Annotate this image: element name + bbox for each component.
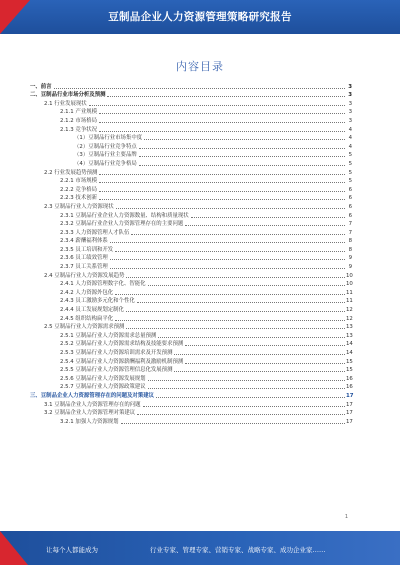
toc-entry-page: 8 bbox=[348, 246, 352, 253]
toc-entry-page: 14 bbox=[346, 341, 353, 348]
toc-entry[interactable] bbox=[30, 280, 352, 289]
toc-entry[interactable] bbox=[30, 202, 352, 211]
toc-entry-label: 2.3.6 员工绩效管理 bbox=[60, 255, 108, 262]
header-bar bbox=[0, 0, 400, 34]
toc-entry[interactable] bbox=[30, 374, 352, 383]
toc-entry[interactable] bbox=[30, 331, 352, 340]
toc-entry[interactable] bbox=[30, 91, 352, 100]
toc-entry[interactable] bbox=[30, 400, 352, 409]
toc-entry[interactable] bbox=[30, 185, 352, 194]
toc-entry-label: 2.1.2 市场格局 bbox=[60, 117, 97, 124]
toc-leader-dots bbox=[115, 320, 345, 321]
toc-entry-page: 4 bbox=[348, 126, 352, 133]
toc-entry-label: 2.3.7 员工关系管理 bbox=[60, 264, 108, 271]
toc-entry[interactable] bbox=[30, 142, 352, 151]
toc-leader-dots bbox=[148, 285, 345, 286]
toc-leader-dots bbox=[126, 328, 345, 329]
toc-entry-label: 2.3.1 豆制品行业企业人力资源数量、结构和质量现状 bbox=[60, 212, 189, 219]
toc-leader-dots bbox=[110, 242, 345, 243]
toc-entry-page: 9 bbox=[348, 264, 352, 271]
toc-entry[interactable] bbox=[30, 288, 352, 297]
toc-entry[interactable] bbox=[30, 340, 352, 349]
toc-entry[interactable] bbox=[30, 297, 352, 306]
toc-leader-dots bbox=[191, 217, 345, 218]
toc-leader-dots bbox=[185, 225, 345, 226]
toc-leader-dots bbox=[158, 337, 345, 338]
toc-leader-dots bbox=[185, 345, 345, 346]
toc-leader-dots bbox=[99, 191, 345, 192]
toc-entry-page: 11 bbox=[346, 289, 353, 296]
toc-leader-dots bbox=[139, 148, 345, 149]
toc-leader-dots bbox=[99, 122, 345, 123]
toc-entry-page: 8 bbox=[348, 238, 352, 245]
toc-leader-dots bbox=[137, 414, 345, 415]
toc-entry-label: 2.3 豆制品行业人力资源现状 bbox=[44, 203, 114, 210]
toc-entry-page: 11 bbox=[346, 298, 353, 305]
toc-entry-label: 2.1.1 产业规模 bbox=[60, 109, 97, 116]
toc-leader-dots bbox=[115, 251, 345, 252]
toc-entry[interactable] bbox=[30, 262, 352, 271]
toc-entry-page: 6 bbox=[348, 203, 352, 210]
toc-entry-page: 3 bbox=[348, 92, 352, 99]
toc-entry-page: 3 bbox=[348, 117, 352, 124]
toc-entry-label: 2.4.1 人力资源管理数字化、智能化 bbox=[60, 281, 146, 288]
toc-entry[interactable] bbox=[30, 194, 352, 203]
toc-entry[interactable] bbox=[30, 417, 352, 426]
toc-entry[interactable] bbox=[30, 211, 352, 220]
toc-entry[interactable] bbox=[30, 383, 352, 392]
toc-entry-page: 3 bbox=[348, 109, 352, 116]
toc-entry-label: 2.3.3 人力资源管理人才队伍 bbox=[60, 229, 130, 236]
table-of-contents bbox=[30, 82, 352, 426]
toc-entry[interactable] bbox=[30, 409, 352, 418]
toc-entry[interactable] bbox=[30, 271, 352, 280]
toc-entry-page: 6 bbox=[348, 212, 352, 219]
toc-entry-label: 2.4.4 员工发展规划定制化 bbox=[60, 307, 124, 314]
footer-accent-triangle bbox=[0, 531, 28, 565]
toc-entry-page: 17 bbox=[346, 410, 353, 417]
toc-entry[interactable] bbox=[30, 151, 352, 160]
toc-entry-page: 6 bbox=[348, 186, 352, 193]
toc-entry-page: 16 bbox=[346, 375, 353, 382]
toc-entry-label: 2.4.2 人力资源外包化 bbox=[60, 289, 114, 296]
toc-entry[interactable] bbox=[30, 348, 352, 357]
toc-entry-page: 17 bbox=[346, 401, 353, 408]
toc-entry-label: 2.5.7 豆制品行业人力资源政策建议 bbox=[60, 384, 146, 391]
toc-entry-page: 9 bbox=[348, 255, 352, 262]
toc-entry-page: 14 bbox=[346, 350, 353, 356]
toc-entry[interactable] bbox=[30, 314, 352, 323]
toc-leader-dots bbox=[126, 311, 345, 312]
toc-entry-page: 13 bbox=[346, 332, 353, 339]
toc-entry-label: 3.2.1 加强人力资源规划 bbox=[60, 418, 119, 425]
footer-slogan-left: 让每个人都能成为 bbox=[46, 546, 98, 554]
toc-entry-label: 2.1 行业发展现状 bbox=[44, 100, 87, 107]
toc-entry-label: （4）豆制品行业竞争格局 bbox=[74, 160, 137, 167]
toc-entry-label: 三、豆制品企业人力资源管理存在的问题及对策建议 bbox=[30, 392, 154, 399]
toc-entry[interactable] bbox=[30, 168, 352, 177]
toc-leader-dots bbox=[143, 406, 345, 407]
toc-entry-label: 2.3.5 员工培训和开发 bbox=[60, 246, 114, 253]
toc-entry-label: 2.5.3 豆制品行业人力资源培训需求及开发预测 bbox=[60, 350, 173, 356]
toc-entry-label: 2.1.3 竞争状况 bbox=[60, 126, 97, 133]
toc-leader-dots bbox=[99, 182, 345, 183]
toc-leader-dots bbox=[148, 380, 345, 381]
toc-entry-page: 4 bbox=[348, 143, 352, 150]
toc-entry-label: 3.2 豆制品企业人力资源管理对策建议 bbox=[44, 410, 136, 417]
toc-entry-page: 5 bbox=[348, 178, 352, 185]
toc-leader-dots bbox=[54, 88, 345, 89]
toc-entry-page: 4 bbox=[348, 135, 352, 142]
toc-entry-label: 2.2 行业发展趋势预测 bbox=[44, 169, 98, 176]
toc-entry-label: （3）豆制品行业主要品牌 bbox=[74, 152, 137, 159]
toc-entry[interactable] bbox=[30, 254, 352, 263]
toc-leader-dots bbox=[107, 96, 345, 97]
toc-leader-dots bbox=[174, 371, 345, 372]
toc-entry-page: 10 bbox=[346, 272, 353, 279]
toc-entry-page: 10 bbox=[346, 281, 353, 288]
document-title: 豆制品企业人力资源管理策略研究报告 bbox=[108, 11, 292, 23]
toc-entry-label: 2.4 豆制品行业人力资源发展趋势 bbox=[44, 272, 125, 279]
toc-leader-dots bbox=[99, 131, 345, 132]
toc-entry-page: 15 bbox=[346, 367, 353, 374]
toc-entry-label: 2.4.5 组织结构扁平化 bbox=[60, 315, 114, 322]
toc-entry[interactable] bbox=[30, 237, 352, 246]
toc-leader-dots bbox=[148, 388, 345, 389]
toc-entry[interactable] bbox=[30, 305, 352, 314]
toc-entry-label: 2.2.1 市场规模 bbox=[60, 178, 97, 185]
toc-leader-dots bbox=[116, 208, 345, 209]
toc-entry[interactable] bbox=[30, 116, 352, 125]
toc-entry[interactable] bbox=[30, 82, 352, 91]
toc-leader-dots bbox=[126, 277, 345, 278]
toc-leader-dots bbox=[115, 294, 345, 295]
toc-leader-dots bbox=[174, 354, 345, 355]
toc-entry[interactable] bbox=[30, 391, 352, 400]
toc-leader-dots bbox=[110, 268, 345, 269]
toc-entry-label: 2.5.6 豆制品行业人力资源发展规划 bbox=[60, 375, 146, 382]
toc-leader-dots bbox=[137, 302, 345, 303]
toc-entry-label: 2.5.2 豆制品行业人力资源需求结构及技能要求预测 bbox=[60, 341, 184, 348]
toc-entry-label: （2）豆制品行业竞争特点 bbox=[74, 143, 137, 150]
toc-entry[interactable] bbox=[30, 177, 352, 186]
toc-entry-page: 17 bbox=[346, 392, 354, 399]
toc-entry-label: 2.5.5 豆制品行业人力资源管理信息化发展预测 bbox=[60, 367, 173, 374]
toc-entry-page: 17 bbox=[346, 418, 353, 425]
toc-entry[interactable] bbox=[30, 99, 352, 108]
toc-entry-page: 7 bbox=[348, 221, 352, 228]
toc-entry[interactable] bbox=[30, 220, 352, 229]
toc-entry-page: 5 bbox=[348, 152, 352, 159]
toc-entry-page: 6 bbox=[348, 195, 352, 202]
toc-leader-dots bbox=[99, 174, 345, 175]
toc-entry-page: 12 bbox=[346, 307, 353, 314]
toc-leader-dots bbox=[144, 139, 345, 140]
toc-entry[interactable] bbox=[30, 245, 352, 254]
footer-slogan-right: 行业专家、管理专家、营销专家、战略专家、成功企业家…… bbox=[150, 546, 326, 554]
toc-leader-dots bbox=[139, 156, 345, 157]
toc-leader-dots bbox=[121, 423, 345, 424]
page-number: 1 bbox=[344, 514, 348, 520]
toc-entry-page: 7 bbox=[348, 229, 352, 236]
toc-leader-dots bbox=[131, 234, 345, 235]
toc-entry-label: 2.5.4 豆制品行业人力资源薪酬福利及激励机制预测 bbox=[60, 358, 184, 365]
toc-entry-label: 一、前言 bbox=[30, 83, 52, 90]
toc-entry[interactable] bbox=[30, 228, 352, 237]
toc-entry-label: 2.3.2 豆制品行业企业人力资源管理存在的主要问题 bbox=[60, 221, 184, 228]
toc-entry[interactable] bbox=[30, 108, 352, 117]
footer-bar bbox=[0, 531, 400, 565]
toc-leader-dots bbox=[185, 363, 345, 364]
toc-heading: 内容目录 bbox=[176, 60, 224, 73]
toc-entry-page: 5 bbox=[348, 160, 352, 167]
toc-entry-label: 2.2.2 竞争格局 bbox=[60, 186, 97, 193]
toc-leader-dots bbox=[156, 397, 345, 398]
toc-entry-page: 3 bbox=[348, 100, 352, 107]
toc-entry[interactable] bbox=[30, 366, 352, 375]
toc-entry-label: 2.2.3 技术创新 bbox=[60, 195, 97, 202]
toc-leader-dots bbox=[110, 259, 345, 260]
toc-entry-page: 5 bbox=[348, 169, 352, 176]
toc-entry-page: 12 bbox=[346, 315, 353, 322]
toc-entry[interactable] bbox=[30, 134, 352, 143]
toc-leader-dots bbox=[99, 113, 345, 114]
toc-entry-page: 13 bbox=[346, 324, 353, 331]
toc-entry-page: 16 bbox=[346, 384, 353, 391]
toc-entry-label: 2.3.4 薪酬福利体系 bbox=[60, 238, 108, 245]
toc-entry-label: 2.5.1 豆制品行业人力资源需求总量预测 bbox=[60, 332, 157, 339]
toc-entry-label: 2.4.3 员工激励多元化和个性化 bbox=[60, 298, 135, 305]
toc-entry-page: 3 bbox=[348, 83, 352, 90]
toc-entry-label: （1）豆制品行业市场集中度 bbox=[74, 135, 143, 142]
toc-entry[interactable] bbox=[30, 125, 352, 134]
toc-leader-dots bbox=[139, 165, 345, 166]
toc-entry-label: 2.5 豆制品行业人力资源需求预测 bbox=[44, 324, 125, 331]
toc-entry-label: 二、豆制品行业市场分析及预测 bbox=[30, 92, 106, 99]
toc-leader-dots bbox=[89, 105, 345, 106]
toc-entry-label: 3.1 豆制品企业人力资源管理存在的问题 bbox=[44, 401, 141, 408]
toc-entry[interactable] bbox=[30, 357, 352, 366]
toc-entry-page: 15 bbox=[346, 358, 353, 365]
toc-leader-dots bbox=[99, 199, 345, 200]
toc-entry[interactable] bbox=[30, 323, 352, 332]
toc-entry[interactable] bbox=[30, 159, 352, 168]
